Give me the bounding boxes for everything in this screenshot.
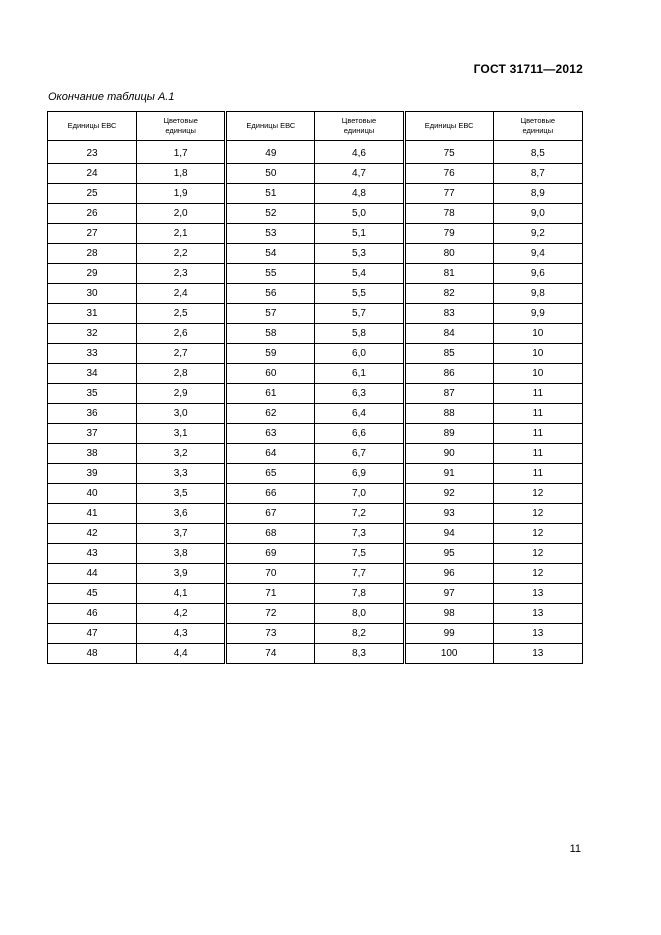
cell-ebc: 86 <box>404 364 493 384</box>
cell-ebc: 25 <box>48 184 137 204</box>
cell-ebc: 24 <box>48 164 137 184</box>
cell-ebc: 29 <box>48 264 137 284</box>
cell-color-units: 5,4 <box>315 264 404 284</box>
cell-ebc: 52 <box>226 204 315 224</box>
table-row <box>48 304 583 324</box>
column-header-color-units <box>315 112 404 141</box>
cell-color-units: 3,2 <box>137 444 226 464</box>
cell-ebc: 38 <box>48 444 137 464</box>
column-header-line: Цветовые <box>520 116 556 125</box>
cell-ebc: 31 <box>48 304 137 324</box>
cell-ebc: 53 <box>226 224 315 244</box>
cell-ebc: 46 <box>48 604 137 624</box>
table-row <box>48 464 583 484</box>
cell-color-units: 7,3 <box>315 524 404 544</box>
table-row <box>48 324 583 344</box>
cell-ebc: 37 <box>48 424 137 444</box>
cell-color-units: 10 <box>493 364 582 384</box>
cell-ebc: 68 <box>226 524 315 544</box>
cell-color-units: 8,7 <box>493 164 582 184</box>
cell-color-units: 13 <box>493 644 582 664</box>
cell-color-units: 7,7 <box>315 564 404 584</box>
cell-ebc: 33 <box>48 344 137 364</box>
cell-ebc: 75 <box>404 141 493 164</box>
cell-color-units: 6,3 <box>315 384 404 404</box>
cell-ebc: 34 <box>48 364 137 384</box>
cell-ebc: 73 <box>226 624 315 644</box>
cell-ebc: 61 <box>226 384 315 404</box>
cell-ebc: 65 <box>226 464 315 484</box>
cell-ebc: 91 <box>404 464 493 484</box>
cell-color-units: 4,6 <box>315 141 404 164</box>
cell-color-units: 3,1 <box>137 424 226 444</box>
cell-ebc: 77 <box>404 184 493 204</box>
cell-ebc: 71 <box>226 584 315 604</box>
table-row <box>48 624 583 644</box>
cell-ebc: 100 <box>404 644 493 664</box>
cell-color-units: 6,4 <box>315 404 404 424</box>
column-header-line: Цветовые <box>163 116 198 125</box>
cell-ebc: 49 <box>226 141 315 164</box>
column-header-color-units <box>493 112 582 141</box>
cell-ebc: 92 <box>404 484 493 504</box>
cell-color-units: 5,8 <box>315 324 404 344</box>
cell-ebc: 78 <box>404 204 493 224</box>
cell-ebc: 70 <box>226 564 315 584</box>
cell-ebc: 32 <box>48 324 137 344</box>
cell-color-units: 3,6 <box>137 504 226 524</box>
cell-color-units: 7,5 <box>315 544 404 564</box>
cell-color-units: 6,6 <box>315 424 404 444</box>
cell-color-units: 10 <box>493 324 582 344</box>
cell-color-units: 2,7 <box>137 344 226 364</box>
cell-ebc: 51 <box>226 184 315 204</box>
cell-color-units: 5,0 <box>315 204 404 224</box>
cell-color-units: 5,7 <box>315 304 404 324</box>
table-row <box>48 424 583 444</box>
cell-ebc: 74 <box>226 644 315 664</box>
cell-ebc: 43 <box>48 544 137 564</box>
cell-ebc: 84 <box>404 324 493 344</box>
cell-ebc: 57 <box>226 304 315 324</box>
cell-color-units: 2,3 <box>137 264 226 284</box>
cell-ebc: 79 <box>404 224 493 244</box>
table-row <box>48 564 583 584</box>
cell-color-units: 2,5 <box>137 304 226 324</box>
table-row <box>48 584 583 604</box>
column-header-ebc: Единицы ЕВС <box>48 112 137 141</box>
cell-ebc: 80 <box>404 244 493 264</box>
cell-ebc: 26 <box>48 204 137 224</box>
cell-ebc: 44 <box>48 564 137 584</box>
cell-color-units: 2,6 <box>137 324 226 344</box>
table-row <box>48 644 583 664</box>
cell-ebc: 27 <box>48 224 137 244</box>
cell-color-units: 13 <box>493 624 582 644</box>
cell-ebc: 59 <box>226 344 315 364</box>
table-row <box>48 484 583 504</box>
cell-color-units: 3,3 <box>137 464 226 484</box>
table-row <box>48 504 583 524</box>
column-header-ebc: Единицы ЕВС <box>404 112 493 141</box>
cell-color-units: 7,8 <box>315 584 404 604</box>
cell-ebc: 98 <box>404 604 493 624</box>
column-header-line: единицы <box>343 126 375 135</box>
cell-color-units: 6,9 <box>315 464 404 484</box>
table-row <box>48 164 583 184</box>
cell-ebc: 66 <box>226 484 315 504</box>
cell-ebc: 67 <box>226 504 315 524</box>
table-row <box>48 344 583 364</box>
cell-ebc: 76 <box>404 164 493 184</box>
cell-color-units: 1,7 <box>137 141 226 164</box>
cell-ebc: 39 <box>48 464 137 484</box>
cell-ebc: 45 <box>48 584 137 604</box>
column-header-line: единицы <box>165 126 196 135</box>
table-row <box>48 444 583 464</box>
cell-ebc: 48 <box>48 644 137 664</box>
document-code: ГОСТ 31711—2012 <box>473 62 583 76</box>
table-row <box>48 544 583 564</box>
cell-ebc: 99 <box>404 624 493 644</box>
table-row <box>48 141 583 164</box>
table-row <box>48 524 583 544</box>
cell-ebc: 54 <box>226 244 315 264</box>
cell-color-units: 5,3 <box>315 244 404 264</box>
cell-ebc: 88 <box>404 404 493 424</box>
cell-ebc: 58 <box>226 324 315 344</box>
cell-ebc: 89 <box>404 424 493 444</box>
table-caption: Окончание таблицы А.1 <box>48 91 175 103</box>
cell-color-units: 1,9 <box>137 184 226 204</box>
cell-color-units: 8,0 <box>315 604 404 624</box>
cell-color-units: 9,8 <box>493 284 582 304</box>
cell-ebc: 47 <box>48 624 137 644</box>
cell-ebc: 35 <box>48 384 137 404</box>
cell-ebc: 82 <box>404 284 493 304</box>
table-row <box>48 604 583 624</box>
cell-color-units: 8,5 <box>493 141 582 164</box>
cell-color-units: 2,1 <box>137 224 226 244</box>
cell-color-units: 8,9 <box>493 184 582 204</box>
cell-color-units: 2,9 <box>137 384 226 404</box>
cell-color-units: 12 <box>493 544 582 564</box>
cell-ebc: 50 <box>226 164 315 184</box>
table-row <box>48 264 583 284</box>
cell-color-units: 5,1 <box>315 224 404 244</box>
cell-color-units: 3,8 <box>137 544 226 564</box>
cell-ebc: 94 <box>404 524 493 544</box>
cell-color-units: 12 <box>493 504 582 524</box>
cell-ebc: 63 <box>226 424 315 444</box>
cell-color-units: 11 <box>493 384 582 404</box>
cell-color-units: 9,6 <box>493 264 582 284</box>
page-number: 11 <box>569 843 581 855</box>
table-row <box>48 184 583 204</box>
cell-color-units: 13 <box>493 584 582 604</box>
column-header-line: Цветовые <box>341 116 377 125</box>
cell-ebc: 72 <box>226 604 315 624</box>
cell-color-units: 4,1 <box>137 584 226 604</box>
cell-color-units: 9,4 <box>493 244 582 264</box>
table-body <box>48 141 583 664</box>
cell-color-units: 6,7 <box>315 444 404 464</box>
cell-color-units: 2,2 <box>137 244 226 264</box>
cell-color-units: 12 <box>493 524 582 544</box>
cell-ebc: 93 <box>404 504 493 524</box>
cell-color-units: 8,3 <box>315 644 404 664</box>
cell-color-units: 9,9 <box>493 304 582 324</box>
table-row <box>48 284 583 304</box>
cell-ebc: 83 <box>404 304 493 324</box>
cell-color-units: 11 <box>493 444 582 464</box>
cell-color-units: 4,3 <box>137 624 226 644</box>
cell-color-units: 2,4 <box>137 284 226 304</box>
cell-color-units: 4,2 <box>137 604 226 624</box>
table-row <box>48 404 583 424</box>
cell-ebc: 81 <box>404 264 493 284</box>
table-row <box>48 384 583 404</box>
cell-color-units: 8,2 <box>315 624 404 644</box>
column-header-line: единицы <box>522 126 554 135</box>
cell-ebc: 90 <box>404 444 493 464</box>
table-row <box>48 364 583 384</box>
cell-ebc: 60 <box>226 364 315 384</box>
cell-ebc: 62 <box>226 404 315 424</box>
cell-color-units: 3,9 <box>137 564 226 584</box>
table-row <box>48 244 583 264</box>
cell-color-units: 3,7 <box>137 524 226 544</box>
cell-color-units: 12 <box>493 564 582 584</box>
cell-color-units: 10 <box>493 344 582 364</box>
cell-color-units: 7,2 <box>315 504 404 524</box>
cell-color-units: 9,2 <box>493 224 582 244</box>
cell-ebc: 97 <box>404 584 493 604</box>
cell-ebc: 85 <box>404 344 493 364</box>
cell-color-units: 11 <box>493 464 582 484</box>
cell-ebc: 41 <box>48 504 137 524</box>
cell-ebc: 56 <box>226 284 315 304</box>
cell-color-units: 6,0 <box>315 344 404 364</box>
cell-color-units: 2,8 <box>137 364 226 384</box>
cell-color-units: 5,5 <box>315 284 404 304</box>
cell-ebc: 95 <box>404 544 493 564</box>
cell-color-units: 4,7 <box>315 164 404 184</box>
column-header-ebc: Единицы ЕВС <box>226 112 315 141</box>
cell-ebc: 30 <box>48 284 137 304</box>
cell-color-units: 11 <box>493 404 582 424</box>
cell-ebc: 55 <box>226 264 315 284</box>
column-header-color-units <box>137 112 226 141</box>
cell-ebc: 28 <box>48 244 137 264</box>
cell-ebc: 42 <box>48 524 137 544</box>
table-row <box>48 224 583 244</box>
cell-color-units: 9,0 <box>493 204 582 224</box>
cell-ebc: 36 <box>48 404 137 424</box>
cell-color-units: 13 <box>493 604 582 624</box>
cell-ebc: 64 <box>226 444 315 464</box>
cell-color-units: 3,0 <box>137 404 226 424</box>
cell-color-units: 4,8 <box>315 184 404 204</box>
cell-ebc: 96 <box>404 564 493 584</box>
conversion-table <box>47 111 583 664</box>
cell-color-units: 2,0 <box>137 204 226 224</box>
cell-ebc: 23 <box>48 141 137 164</box>
cell-ebc: 69 <box>226 544 315 564</box>
cell-color-units: 6,1 <box>315 364 404 384</box>
cell-color-units: 1,8 <box>137 164 226 184</box>
table-header-row <box>48 112 583 141</box>
cell-color-units: 12 <box>493 484 582 504</box>
cell-color-units: 3,5 <box>137 484 226 504</box>
cell-color-units: 11 <box>493 424 582 444</box>
cell-ebc: 40 <box>48 484 137 504</box>
cell-color-units: 7,0 <box>315 484 404 504</box>
cell-color-units: 4,4 <box>137 644 226 664</box>
cell-ebc: 87 <box>404 384 493 404</box>
table-row <box>48 204 583 224</box>
